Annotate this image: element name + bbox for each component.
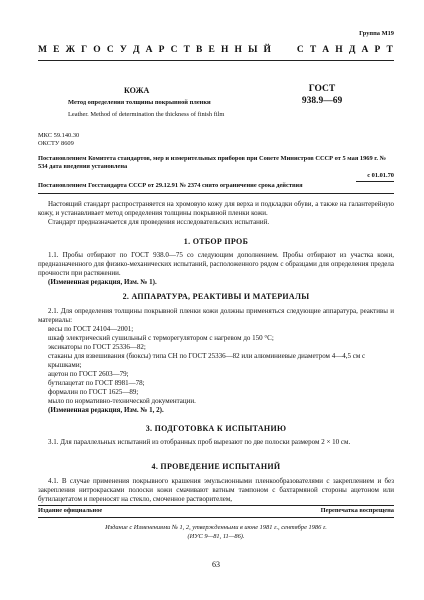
page-number: 63 <box>212 560 220 569</box>
effective-date: с 01.01.70 <box>367 172 394 179</box>
gost-code: ГОСТ <box>308 84 336 94</box>
section-heading-equipment: 2. АППАРАТУРА, РЕАКТИВЫ И МАТЕРИАЛЫ <box>122 292 310 301</box>
list-item: бутилацетат по ГОСТ 8981—78; <box>48 379 145 387</box>
ius-note: (ИУС 9—81, 11—86). <box>187 533 245 540</box>
mks-code: МКС 59.140.30 <box>38 132 80 139</box>
okstu-code: ОКСТУ 8609 <box>38 140 74 147</box>
purpose-paragraph: Стандарт предназначается для проведения исследовательских испытаний. <box>48 218 270 226</box>
date-underline <box>356 181 394 182</box>
section-heading-sampling: 1. ОТБОР ПРОБ <box>183 237 249 246</box>
scope-paragraph: Настоящий стандарт распространяется на хромовую кожу для верха и подкладки обуви, а также на галантерейную кожу, и устанавливает метод определения толщины покрывной пленки кожи. <box>38 200 394 217</box>
decree-1969: Постановлением Комитета стандартов, мер и измерительных приборов при Совете Министров СССР от 5 мая 1969 г. № 534 дата введения установлена <box>38 155 387 171</box>
official-edition-label: Издание официальное <box>38 507 103 514</box>
amendment-note-1: (Измененная редакция, Изм. № 1). <box>48 278 157 286</box>
footer-rule-2 <box>38 517 394 518</box>
decree-1991: Постановлением Госстандарта СССР от 29.12.91 № 2374 снято ограничение срока действия <box>38 182 303 189</box>
materials-list <box>48 325 394 415</box>
title-main: КОЖА <box>124 86 150 95</box>
title-sub: Метод определения толщины покрывной пленки <box>68 99 211 106</box>
group-code: Группа М19 <box>359 30 394 37</box>
clause-4-1: 4.1. В случае применения покрывного крашения эмульсионными пленкообразователями с закреплением и без закрепления нитрокрасками полоски кожи смачивают ватным тампоном с бахтармяной стороны ацетоном или бутилацетатом и переносят на стекло, смоченное растворителем, <box>38 477 394 503</box>
edition-note: Издание с Изменениями № 1, 2, утвержденными в июне 1981 г., сентябре 1986 г. <box>105 524 327 531</box>
list-item: мыло по нормативно-технической документации. <box>48 397 196 405</box>
amendment-note-2: (Измененная редакция, Изм. № 1, 2). <box>48 406 164 414</box>
list-item: ацетон по ГОСТ 2603—79; <box>48 370 129 378</box>
decree-rule <box>38 193 394 194</box>
footer-rule <box>38 505 394 506</box>
list-item: шкаф электрический сушильный с терморегулятором с нагревом до 150 °С; <box>48 334 274 342</box>
clause-1-1: 1.1. Пробы отбирают по ГОСТ 938.0—75 со следующим дополнением. Пробы отбирают из участка кожи, предназначенного для физико-механических испытаний, расположенного рядом с образцами для определения предела прочности при растяжении. <box>38 251 394 277</box>
clause-2-1: 2.1. Для определения толщины покрывной пленки кожи должны применяться следующие аппаратура, реактивы и материалы: <box>38 307 394 324</box>
section-heading-procedure: 4. ПРОВЕДЕНИЕ ИСПЫТАНИЙ <box>151 462 281 471</box>
clause-3-1: 3.1. Для параллельных испытаний из отобранных проб вырезают по две полоски размером 2 × 10 см. <box>48 438 351 446</box>
list-item: эксикаторы по ГОСТ 25336—82; <box>48 343 146 351</box>
reprint-prohibited-label: Перепечатка воспрещена <box>320 507 394 514</box>
list-item: стаканы для взвешивания (бюксы) типа СН по ГОСТ 25336—82 или алюминиевые диаметром 4—4,5 см с крышками; <box>48 352 366 369</box>
list-item: формалин по ГОСТ 1625—89; <box>48 388 139 396</box>
interstate-standard-banner: М Е Ж Г О С У Д А Р С Т В Е Н Н Ы Й С Т А Н Д А Р Т <box>38 45 394 55</box>
title-english: Leather. Method of determination the thickness of finish film <box>68 111 225 118</box>
banner-rule <box>38 60 394 61</box>
gost-number: 938.9—69 <box>301 96 343 106</box>
list-item: весы по ГОСТ 24104—2001; <box>48 325 134 333</box>
section-heading-preparation: 3. ПОДГОТОВКА К ИСПЫТАНИЮ <box>145 424 287 433</box>
